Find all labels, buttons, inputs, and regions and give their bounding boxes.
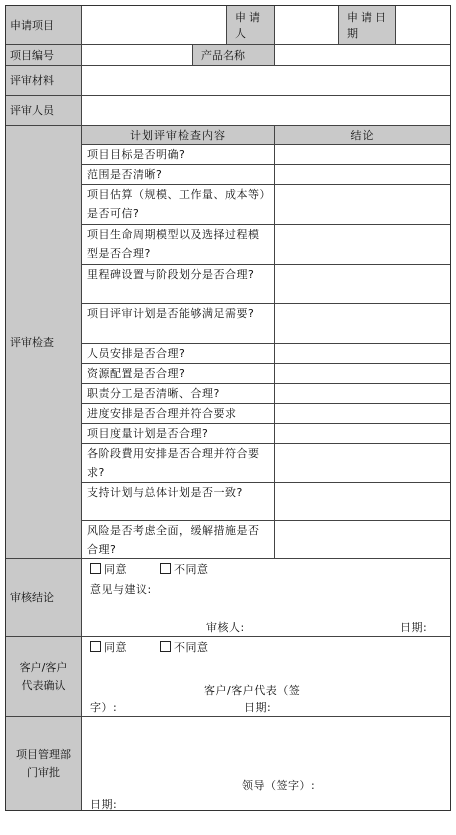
project-no-label-cell bbox=[6, 45, 82, 66]
check-item bbox=[82, 185, 275, 225]
reviewers-label: 评审人员 bbox=[10, 104, 54, 117]
check-item-text: 职责分工是否清晰、合理? bbox=[87, 387, 220, 400]
project-label: 申请项目 bbox=[10, 18, 54, 32]
customer-signature-label: 客户/客户代表（签 bbox=[204, 684, 301, 697]
leader-signature-label: 领导（签字）: bbox=[242, 779, 316, 792]
customer-label: 客户/客户代表确认 bbox=[19, 660, 68, 692]
check-conclusion[interactable] bbox=[275, 424, 450, 444]
check-item bbox=[82, 364, 275, 384]
audit-date-label: 日期: bbox=[400, 621, 428, 634]
management-label-cell bbox=[6, 717, 82, 810]
check-item-text: 风险是否考虑全面，缓解措施是否合理? bbox=[87, 524, 260, 556]
reviewers-value-cell[interactable] bbox=[82, 96, 450, 126]
check-conclusion[interactable] bbox=[275, 344, 450, 364]
check-item-text: 项目评审计划是否能够满足需要? bbox=[87, 307, 255, 320]
check-item bbox=[82, 483, 275, 521]
audit-label-cell bbox=[6, 559, 82, 637]
customer-disagree-option[interactable] bbox=[160, 641, 209, 655]
check-item bbox=[82, 225, 275, 265]
audit-content-cell bbox=[82, 559, 450, 637]
check-item bbox=[82, 165, 275, 185]
check-conclusion[interactable] bbox=[275, 185, 450, 225]
applicant-label-cell bbox=[227, 6, 275, 45]
checkbox-icon[interactable] bbox=[90, 563, 101, 574]
check-conclusion[interactable] bbox=[275, 521, 450, 559]
product-name-value-cell[interactable] bbox=[275, 45, 450, 66]
product-name-label-cell bbox=[193, 45, 275, 66]
check-item-text: 支持计划与总体计划是否一致? bbox=[87, 486, 243, 499]
check-item bbox=[82, 404, 275, 424]
audit-agree-label: 同意 bbox=[104, 563, 127, 576]
check-item-text: 项目估算（规模、工作量、成本等）是否可信? bbox=[87, 188, 266, 220]
plan-review-form bbox=[5, 5, 451, 811]
customer-signature-label-cont: 字）: bbox=[90, 701, 118, 714]
review-materials-label-cell bbox=[6, 66, 82, 96]
customer-agree-label: 同意 bbox=[104, 641, 127, 654]
check-conclusion[interactable] bbox=[275, 145, 450, 165]
applicant-value-cell[interactable] bbox=[275, 6, 339, 45]
check-item bbox=[82, 145, 275, 165]
check-conclusion[interactable] bbox=[275, 364, 450, 384]
check-item-text: 项目生命周期模型以及选择过程模型是否合理? bbox=[87, 228, 260, 260]
management-label: 项目管理部门审批 bbox=[16, 747, 71, 779]
audit-agree-option[interactable] bbox=[90, 563, 127, 577]
customer-disagree-label: 不同意 bbox=[174, 641, 209, 654]
apply-date-value-cell[interactable] bbox=[396, 6, 450, 45]
check-conclusion[interactable] bbox=[275, 265, 450, 304]
review-materials-value-cell[interactable] bbox=[82, 66, 450, 96]
customer-content-cell bbox=[82, 637, 450, 717]
check-item bbox=[82, 344, 275, 364]
auditor-label: 审核人: bbox=[206, 621, 245, 634]
product-name-label: 产品名称 bbox=[201, 48, 245, 62]
check-conclusion[interactable] bbox=[275, 404, 450, 424]
project-no-value-cell[interactable] bbox=[82, 45, 193, 66]
check-conclusion[interactable] bbox=[275, 483, 450, 521]
review-materials-label: 评审材料 bbox=[10, 74, 54, 87]
check-item-text: 项目度量计划是否合理? bbox=[87, 427, 209, 440]
management-date-label: 日期: bbox=[90, 798, 118, 810]
management-content-cell bbox=[82, 717, 450, 810]
conclusion-header bbox=[275, 126, 450, 145]
review-check-label-cell bbox=[6, 126, 82, 559]
audit-opinion-label: 意见与建议: bbox=[90, 583, 152, 596]
check-content-header bbox=[82, 126, 275, 145]
audit-label: 审核结论 bbox=[10, 591, 54, 604]
check-item bbox=[82, 444, 275, 483]
checkbox-icon[interactable] bbox=[160, 641, 171, 652]
review-check-label: 评审检查 bbox=[10, 335, 54, 349]
check-item-text: 项目目标是否明确? bbox=[87, 148, 186, 161]
project-value-cell[interactable] bbox=[82, 6, 227, 45]
conclusion-header-label: 结论 bbox=[350, 128, 375, 142]
audit-disagree-option[interactable] bbox=[160, 563, 209, 577]
check-conclusion[interactable] bbox=[275, 444, 450, 483]
apply-date-label: 申请日期 bbox=[347, 11, 389, 40]
customer-agree-option[interactable] bbox=[90, 641, 127, 655]
project-label-cell bbox=[6, 6, 82, 45]
checkbox-icon[interactable] bbox=[90, 641, 101, 652]
check-conclusion[interactable] bbox=[275, 225, 450, 265]
check-conclusion[interactable] bbox=[275, 384, 450, 404]
check-item-text: 里程碑设置与阶段划分是否合理? bbox=[87, 268, 255, 281]
customer-label-cell bbox=[6, 637, 82, 717]
checkbox-icon[interactable] bbox=[160, 563, 171, 574]
check-item bbox=[82, 304, 275, 344]
check-item-text: 人员安排是否合理? bbox=[87, 347, 186, 360]
check-item-text: 各阶段費用安排是否合理并符合要求? bbox=[87, 447, 260, 479]
check-conclusion[interactable] bbox=[275, 304, 450, 344]
check-conclusion[interactable] bbox=[275, 165, 450, 185]
audit-disagree-label: 不同意 bbox=[174, 563, 209, 576]
check-item-text: 进度安排是否合理并符合要求 bbox=[87, 407, 237, 420]
check-item bbox=[82, 521, 275, 559]
check-item bbox=[82, 265, 275, 304]
check-item-text: 范围是否清晰? bbox=[87, 168, 163, 181]
check-content-header-label: 计划评审检查内容 bbox=[130, 128, 226, 142]
check-item bbox=[82, 384, 275, 404]
reviewers-label-cell bbox=[6, 96, 82, 126]
check-item-text: 资源配置是否合理? bbox=[87, 367, 186, 380]
applicant-label: 申请人 bbox=[235, 11, 263, 40]
check-item bbox=[82, 424, 275, 444]
apply-date-label-cell bbox=[339, 6, 396, 45]
project-no-label: 项目编号 bbox=[10, 48, 54, 62]
customer-date-label: 日期: bbox=[244, 701, 272, 714]
